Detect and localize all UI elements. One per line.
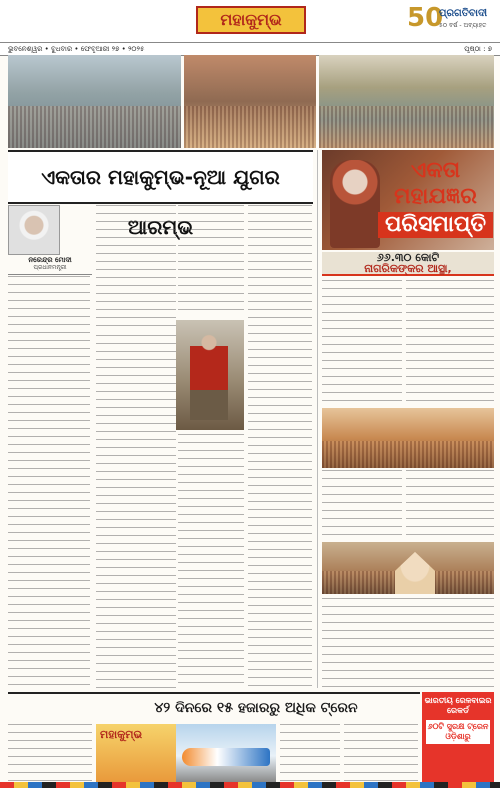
column-divider [317,150,318,688]
author-role: ପ୍ରଧାନମନ୍ତ୍ରୀ [8,264,92,275]
photo-sangam-aerial [319,55,494,148]
photo-tent-city [322,408,494,468]
newspaper-logo [407,5,495,33]
article-column-1 [8,276,90,688]
main-headline: ଏକତାର ମହାକୁମ୍ଭ-ନୂଆ ଯୁଗର ଆରମ୍ଭ [41,165,280,239]
section-title: ମହାକୁମ୍ଭ [196,6,306,34]
feature-title-line1: ଏକତା [410,158,461,183]
photo-river-crowd [8,55,181,148]
feature-sub-count: ୬୬.୩୦ କୋଟି [376,251,440,264]
mahakumbh-logo-text: ମହାକୁମ୍ଭ [100,728,143,741]
article-column-3-top [178,205,244,317]
article-column-3 [178,434,244,688]
dateline [0,42,500,56]
logo-tagline: ୫୦ ବର୍ଷ - ଅବ୍ୟାହତ [439,22,487,29]
masthead [0,0,500,42]
page-number: ପୃଷ୍ଠା : ୭ [464,45,492,53]
logo-paper-name: ପ୍ରଗତିବାଦୀ [439,8,488,19]
article-column-4 [248,205,312,688]
feature-title [378,158,493,238]
feature-column-3 [322,470,402,540]
bottom-column-3 [344,724,418,782]
feature-title-line2: ମହାଯଜ୍ଞର [394,184,477,209]
bottom-column-1 [8,724,92,782]
feature-sub-text: ନାଗରିକଙ୍କର ଆସ୍ଥା, [364,262,452,275]
feature-column-2 [406,280,494,405]
photo-pilgrims [184,55,316,148]
bottom-headline: ୪୨ ଦିନରେ ୧୫ ହଜାରରୁ ଅଧିକ ଟ୍ରେନ [154,700,358,716]
article-column-2 [96,335,176,688]
feature-sub-line3 [322,275,494,279]
bottom-column-2 [280,724,340,782]
feature-column-5 [322,598,494,688]
main-headline-bar [8,150,313,239]
feature-subheading [322,252,494,276]
author-name: ନରେନ୍ଦ୍ର ମୋଦୀ [28,256,72,264]
rail-record-title: ଭାରତୀୟ ରେଳବାଇର ରେକର୍ଡ [424,696,492,715]
rail-record-subtitle: ୬୦ଟି ସୁରକ୍ଷ ଟ୍ରେନ ଓଡ଼ିଶାରୁ [426,720,490,744]
color-registration-strip [0,782,500,788]
pm-figure [190,330,228,420]
train-icon [182,748,270,766]
author-photo [8,205,60,255]
logo-number: 50 [407,3,444,33]
feature-title-line3: ପରିସମାପ୍ତି [378,212,493,238]
article-column-2-top [96,205,176,330]
sadhu-figure [330,160,380,248]
date-text: ଭୁବନେଶ୍ୱର • ବୁଧବାର • ଫେବୃଆରୀ ୨୭ • ୨୦୨୫ [8,45,145,53]
feature-column-4 [406,470,494,540]
feature-column-1 [322,280,402,405]
